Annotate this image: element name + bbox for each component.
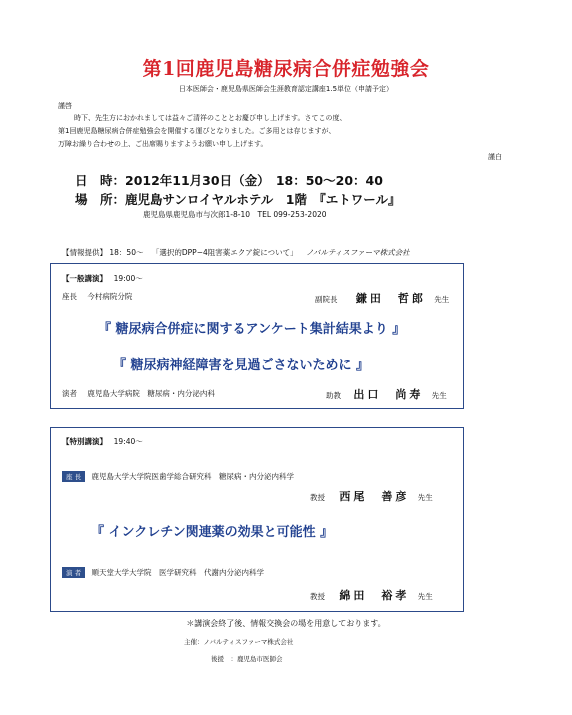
event-venue: 場 所：鹿児島サンロイヤルホテル 1階 『エトワール』 <box>75 192 401 207</box>
general-speaker-person <box>326 386 447 402</box>
general-speaker <box>62 388 215 399</box>
info-label: 【情報提供】 18：50～ <box>62 248 144 257</box>
special-speaker-suffix: 先生 <box>417 592 433 601</box>
special-chair-name: 西尾 善彦 <box>339 490 410 503</box>
general-chair-person <box>315 290 449 306</box>
speaker-tag: 演 者 <box>62 567 85 578</box>
chair-suffix: 先生 <box>434 295 450 304</box>
chair-org: 今村病院分院 <box>87 292 133 301</box>
greeting-opening: 謹啓 <box>58 102 72 110</box>
event-datetime: 日 時：2012年11月30日（金） 18：50～20：40 <box>75 173 383 188</box>
special-chair-title: 教授 <box>310 493 325 502</box>
greeting-line-1: 時下、先生方におかれましては益々ご清祥のこととお慶び申し上げます。さてこの度、 <box>74 114 347 122</box>
speaker-org: 鹿児島大学病院 糖尿病・内分泌内科 <box>87 389 215 398</box>
info-company: ノバルティスファーマ株式会社 <box>306 248 410 257</box>
host-line: 主催：ノバルティスファーマ株式会社 <box>184 638 294 646</box>
info-provision <box>62 247 410 258</box>
speaker-title: 助教 <box>326 391 341 400</box>
special-header-label: 【特別講演】 <box>62 437 107 446</box>
chair-name: 鎌田 哲郎 <box>355 292 426 305</box>
special-lecture-title: 『 インクレチン関連薬の効果と可能性 』 <box>91 525 334 540</box>
special-chair-suffix: 先生 <box>417 493 433 502</box>
reception-note: ＊講演会終了後、情報交換会の場を用意しております。 <box>186 619 386 628</box>
page-title: 第1回鹿児島糖尿病合併症勉強会 <box>142 58 430 80</box>
speaker-name: 出口 尚寿 <box>353 388 424 401</box>
general-lecture-2-title: 『 糖尿病神経障害を見過ごさないために 』 <box>113 358 370 373</box>
special-lecture-header <box>62 436 143 447</box>
general-header-label: 【一般講演】 <box>62 274 107 283</box>
general-chair <box>62 291 132 302</box>
chair-title: 副院長 <box>315 295 338 304</box>
greeting-closing: 謹白 <box>488 153 502 161</box>
support-line: 後援 ：鹿児島市医師会 <box>211 655 283 663</box>
info-topic: 「選択的DPP−4阻害薬エクア錠について」 <box>151 248 298 257</box>
special-chair-org: 鹿児島大学大学院医歯学総合研究科 糖尿病・内分泌内科学 <box>91 472 294 481</box>
speaker-suffix: 先生 <box>431 391 447 400</box>
special-speaker-title: 教授 <box>310 592 325 601</box>
greeting-line-2: 第1回鹿児島糖尿病合併症勉強会を開催する運びとなりました。ご多用とは存じますが、 <box>58 127 336 135</box>
chair-tag: 座 長 <box>62 471 85 482</box>
chair-label: 座長 <box>62 292 77 301</box>
special-time: 19:40～ <box>113 437 143 446</box>
general-time: 19:00～ <box>113 274 143 283</box>
special-speaker-org: 順天堂大学大学院 医学研究科 代謝内分泌内科学 <box>91 568 264 577</box>
general-lecture-header <box>62 273 143 284</box>
special-lecture-box <box>50 427 464 612</box>
special-chair <box>62 471 294 482</box>
speaker-label: 演者 <box>62 389 77 398</box>
greeting-line-3: 万障お繰り合わせの上、ご出席賜りますようお願い申し上げます。 <box>58 140 268 148</box>
special-speaker-name: 綿田 裕孝 <box>339 589 410 602</box>
general-lecture-1-title: 『 糖尿病合併症に関するアンケート集計結果より 』 <box>98 322 406 337</box>
accreditation-subtitle: 日本医師会・鹿児島県医師会生涯教育認定講座1.5単位（申請予定） <box>178 85 394 93</box>
special-chair-person <box>310 488 433 504</box>
venue-address: 鹿児島県鹿児島市与次郎1-8-10 TEL 099-253-2020 <box>143 210 327 219</box>
special-speaker <box>62 567 264 578</box>
special-speaker-person <box>310 587 433 603</box>
